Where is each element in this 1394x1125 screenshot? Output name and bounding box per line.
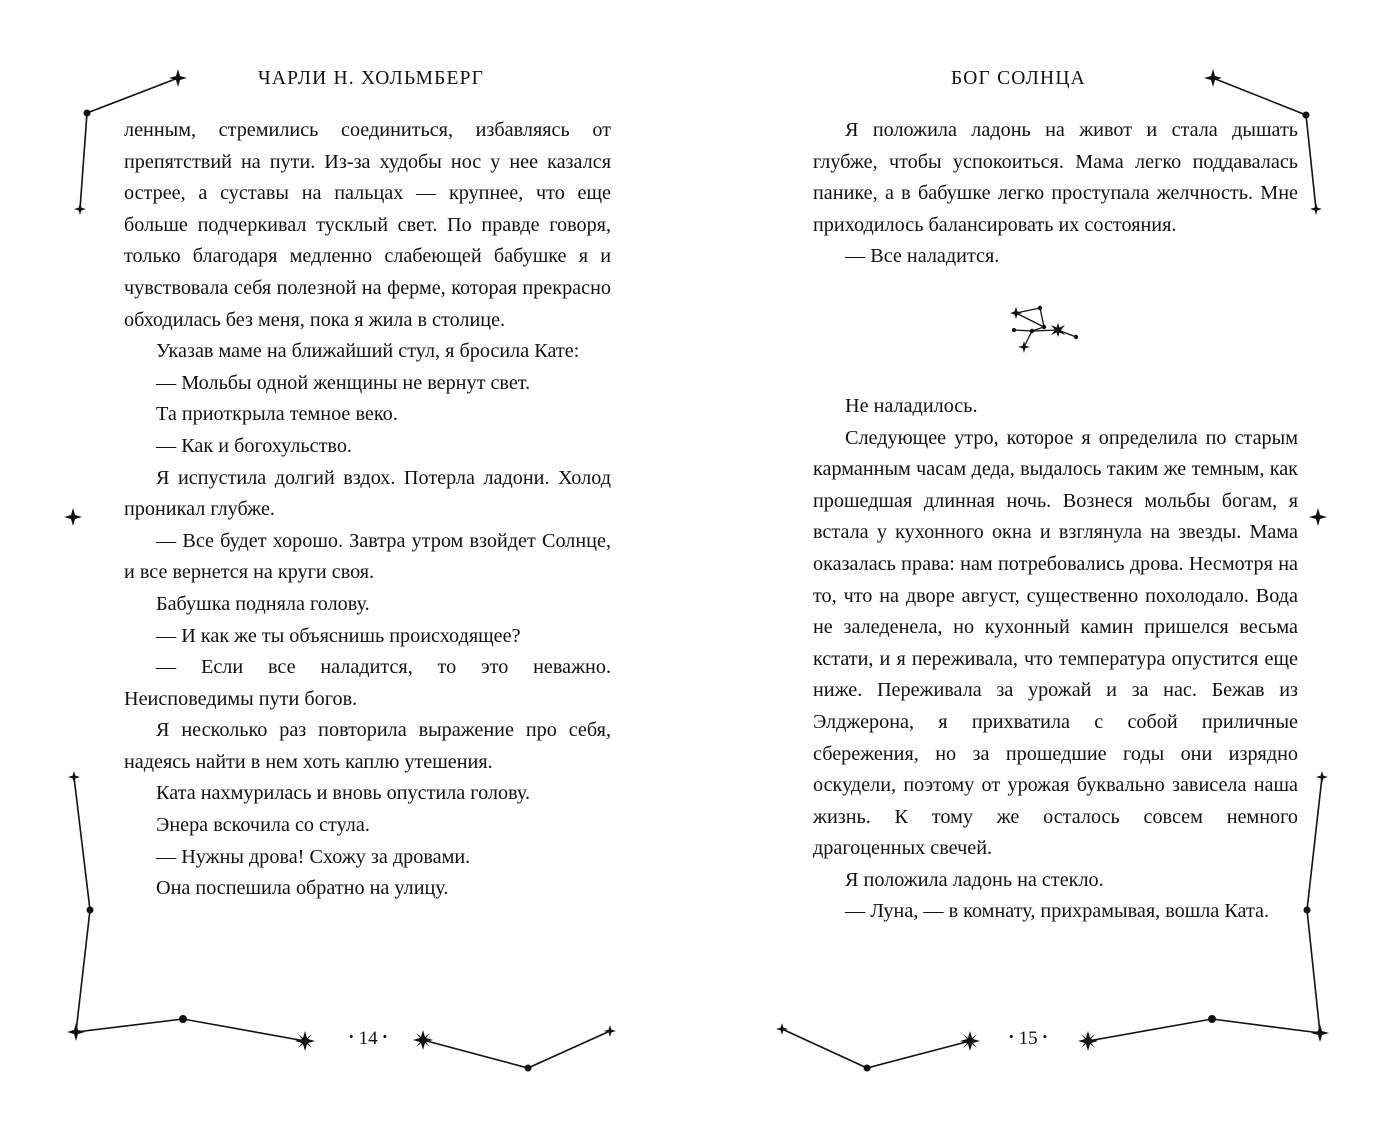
paragraph: Я положила ладонь на живот и стала дышать глубже, чтобы успокоиться. Мама легко поддавалась панике, а в бабушке легко проступала желчность. Мне приходилось балансировать их состояния.	[813, 119, 1298, 236]
paragraph: Бабушка подняла голову.	[156, 592, 370, 615]
left-body-text	[124, 115, 611, 905]
running-head-title: БОГ СОЛНЦА	[951, 68, 1086, 89]
running-head-author: ЧАРЛИ Н. ХОЛЬМБЕРГ	[258, 68, 485, 89]
paragraph: ленным, стремились соединиться, избавляясь от препятствий на пути. Из-за худобы нос у нее казался острее, а суставы на пальцах — крупнее, что еще больше подчеркивал тусклый свет. По правде говоря, только благодаря медленно слабеющей бабушке я и чувствовала себя полезной на ферме, которая прекрасно обходилась без меня, пока я жила в столице.	[124, 119, 611, 331]
paragraph: — Нужны дрова! Схожу за дровами.	[156, 845, 471, 868]
constellation-icon	[813, 303, 1298, 357]
paragraph: Я испустила долгий вздох. Потерла ладони. Холод проникал глубже.	[124, 466, 611, 521]
page-number-value: 14	[358, 1028, 378, 1049]
paragraph: — Мольбы одной женщины не вернут свет.	[156, 371, 531, 394]
paragraph: Указав маме на ближайший стул, я бросила Кате:	[156, 340, 580, 363]
paragraph: Та приоткрыла темное веко.	[156, 403, 398, 426]
paragraph: Следующее утро, которое я определила по старым карманным часам деда, выдалось таким же темным, как прошедшая длинная ночь. Вознеся мольбы богам, я встала у кухонного окна и взглянула на звезды. Мама оказалась права: нам потребовались дрова. Несмотря на то, что на дворе август, существенно похолодало. Вода не заледенела, но кухонный камин пришелся весьма кстати, и я переживала, что температура опустится еще ниже. Переживала за урожай и за нас. Бежав из Элджерона, я прихватила с собой приличные сбережения, но за прошедшие годы они изрядно оскудели, поэтому от урожая буквально зависела наша жизнь. К тому же осталось совсем немного драгоценных свечей.	[813, 426, 1298, 860]
right-page	[697, 0, 1394, 1125]
paragraph: — И как же ты объяснишь происходящее?	[156, 624, 521, 647]
paragraph: Энера вскочила со стула.	[156, 814, 370, 837]
paragraph: — Как и богохульство.	[156, 434, 352, 457]
paragraph: — Все наладится.	[845, 245, 1000, 268]
right-body-text	[813, 115, 1298, 928]
paragraph: — Луна, — в комнату, прихрамывая, вошла Ката.	[845, 900, 1270, 923]
paragraph: Не наладилось.	[845, 394, 978, 417]
paragraph: Ката нахмурилась и вновь опустила голову.	[156, 782, 531, 805]
page-number-left: • 14 •	[349, 1028, 388, 1049]
paragraph: Она поспешила обратно на улицу.	[156, 877, 449, 900]
paragraph: Я несколько раз повторила выражение про себя, надеясь найти в нем хоть каплю утешения.	[124, 719, 611, 773]
page-number-value: 15	[1018, 1028, 1038, 1049]
paragraph: — Если все наладится, то это неважно. Неисповедимы пути богов.	[124, 656, 611, 710]
page-number-right: • 15 •	[1009, 1028, 1048, 1049]
paragraph: Я положила ладонь на стекло.	[845, 868, 1104, 891]
paragraph: — Все будет хорошо. Завтра утром взойдет Солнце, и все вернется на круги своя.	[124, 529, 611, 584]
